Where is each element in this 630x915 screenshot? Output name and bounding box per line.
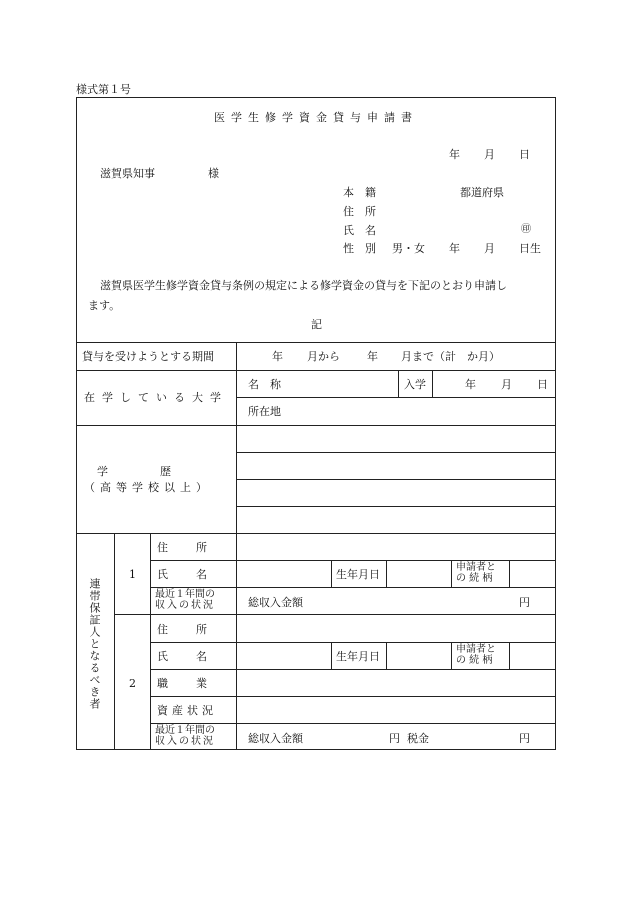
period-from-year: 年: [272, 350, 283, 363]
rule-education-1: [236, 452, 556, 453]
g2-name-label: 氏 名: [157, 650, 209, 663]
rule-g1-birth-right: [386, 560, 387, 587]
guarantor-section-label: 連帯保証人となるべき者: [88, 578, 101, 710]
form-number: 様式第１号: [76, 83, 131, 96]
domicile-label: 本 籍: [343, 186, 376, 199]
date-day: 日: [519, 148, 530, 161]
date-month: 月: [484, 148, 495, 161]
rule-education-3: [236, 506, 556, 507]
g1-name-label: 氏 名: [157, 568, 209, 581]
g2-address-label: 住 所: [157, 623, 209, 636]
rule-g1-birth-left: [331, 560, 332, 587]
rule-admission-left: [398, 370, 399, 397]
g2-relation-label-1: 申請者と: [456, 644, 496, 655]
rule-g1-relation-left: [451, 560, 452, 587]
birth-year: 年: [449, 242, 460, 255]
rule-g2-relation-left: [451, 642, 452, 669]
rule-g2-birth-right: [386, 642, 387, 669]
g1-total-income: 総収入金額: [248, 596, 303, 609]
g1-income-label: [155, 589, 235, 611]
university-name-label: 名 称: [248, 378, 281, 391]
name-label: 氏 名: [343, 224, 376, 237]
admission-label: 入学: [404, 378, 426, 391]
g2-income-label-2: 収入の状況: [155, 736, 215, 747]
g1-relation-label: [456, 562, 508, 584]
rule-g2-address: [150, 642, 556, 643]
rule-g2-birth-left: [331, 642, 332, 669]
address-label: 住 所: [343, 205, 376, 218]
rule-period-top: [76, 342, 556, 343]
rule-g1-relation-right: [509, 560, 510, 587]
addressee-name: 滋賀県知事: [100, 167, 155, 180]
g2-yen-2: 円: [519, 732, 530, 745]
university-location-label: 所在地: [248, 405, 281, 418]
g1-income-label-1: 最近１年間の: [155, 589, 215, 600]
rule-g1-bottom: [114, 614, 556, 615]
birth-month: 月: [484, 242, 495, 255]
g2-tax: 税金: [407, 732, 429, 745]
rule-university-mid: [236, 397, 556, 398]
form-title: 医学生修学資金貸与申請書: [214, 111, 418, 124]
g1-address-label: 住 所: [157, 541, 209, 554]
seal-mark: ㊞: [521, 224, 531, 235]
g1-income-label-2: 収入の状況: [155, 600, 215, 611]
admission-month: 月: [501, 378, 512, 391]
gender-label: 性 別: [343, 242, 376, 255]
rule-g1-address: [150, 560, 556, 561]
period-label: 貸与を受けようとする期間: [82, 350, 214, 363]
education-label: 学 歴: [97, 465, 181, 478]
g2-income-label: [155, 725, 235, 747]
rule-g2-relation-right: [509, 642, 510, 669]
g2-total-income: 総収入金額: [248, 732, 303, 745]
g2-income-label-1: 最近１年間の: [155, 725, 215, 736]
rule-education-top: [76, 425, 556, 426]
admission-day: 日: [537, 378, 548, 391]
rule-university-top: [76, 370, 556, 371]
period-from-month: 月から: [307, 350, 340, 363]
g2-assets-label: 資産状況: [157, 704, 217, 717]
g2-yen-1: 円: [389, 732, 400, 745]
statement-line-1: 滋賀県医学生修学資金貸与条例の規定による修学資金の貸与を下記のとおり申請し: [100, 279, 507, 292]
guarantor-2-number: 2: [129, 677, 136, 690]
rule-g2-occupation: [150, 696, 556, 697]
admission-year: 年: [465, 378, 476, 391]
period-to-year: 年: [367, 350, 378, 363]
g1-yen: 円: [519, 596, 530, 609]
university-label: 在学している大学: [84, 391, 228, 404]
rule-g2-name: [150, 669, 556, 670]
rule-g2-assets: [150, 723, 556, 724]
date-year: 年: [449, 148, 460, 161]
addressee-honorific: 様: [208, 167, 219, 180]
statement-line-2: ます。: [88, 299, 121, 312]
rule-g1-name: [150, 587, 556, 588]
birth-day: 日生: [519, 242, 541, 255]
education-sublabel: （高等学校以上）: [84, 481, 212, 494]
g2-relation-label: [456, 644, 508, 666]
g2-relation-label-2: の 続 柄: [456, 655, 493, 666]
period-to-month: 月まで（計 か月）: [401, 350, 500, 363]
g1-birth-label: 生年月日: [336, 568, 380, 581]
gender-options: 男・女: [392, 242, 425, 255]
g2-occupation-label: 職 業: [157, 677, 209, 690]
guarantor-1-number: 1: [129, 568, 136, 581]
g1-relation-label-2: の 続 柄: [456, 573, 493, 584]
rule-guarantor-section: [114, 533, 115, 750]
rule-period-divider: [236, 342, 237, 370]
rule-guarantor-top: [76, 533, 556, 534]
prefecture-label: 都道府県: [460, 186, 504, 199]
ki-mark: 記: [311, 318, 322, 331]
rule-admission-right: [432, 370, 433, 397]
g1-relation-label-1: 申請者と: [456, 562, 496, 573]
rule-education-2: [236, 479, 556, 480]
g2-birth-label: 生年月日: [336, 650, 380, 663]
